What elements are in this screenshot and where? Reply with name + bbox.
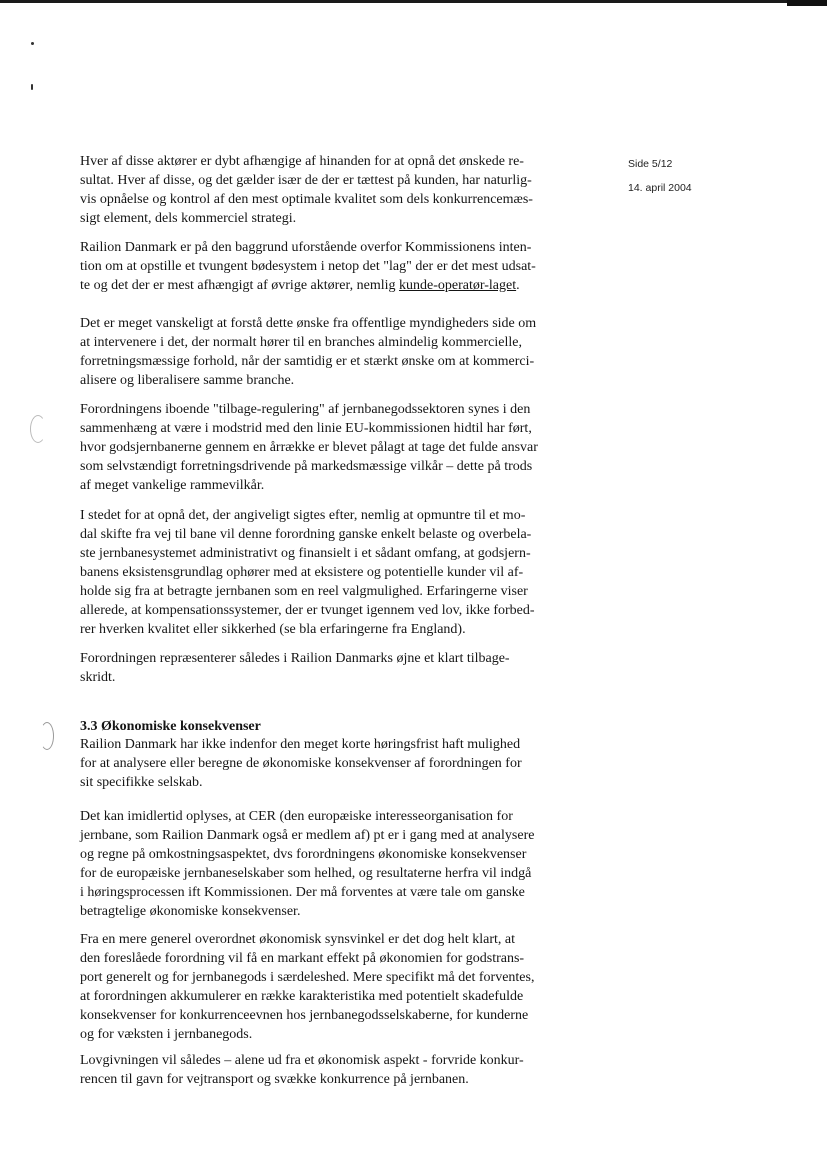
paragraph: Forordningens iboende "tilbage-regulering" af jernbanegodssektoren synes i den sammenhæng at være i modstrid med den linie EU-kommissionen hidtil har ført, hvor godsjernbanerne gennem en årrække er blevet pålagt at tage det fulde ansvar som selvstændigt forretningsdrivende på markedsmæssige vilkår – dette på trods af meget vankelige rammevilkår. (80, 402, 538, 493)
paragraph: Det kan imidlertid oplyses, at CER (den europæiske interesseorganisation for jernbane, som Railion Danmark også er medlem af) pt er i gang med at analysere og regne på omkostningsaspektet, dvs forordningens økonomiske konsekvenser for de europæiske jernbaneselskaber som helhed, og resultaterne herfra vil indgå i høringsprocessen ift Kommissionen. Der må forventes at være tale om ganske betragtelige økonomiske konsekvenser. (80, 809, 535, 919)
paragraph: Det er meget vanskeligt at forstå dette ønske fra offentlige myndigheders side om at intervenere i det, der normalt hører til en branches almindelig kommercielle, forretningsmæssige forhold, når der samtidig er et stærkt ønske om at kommerci- alisere og liberalisere samme branche. (80, 316, 537, 388)
paragraph (80, 238, 536, 295)
top-border (0, 0, 827, 3)
paragraph: Fra en mere generel overordnet økonomisk synsvinkel er det dog helt klart, at den foreslåede forordning vil få en markant effekt på økonomien for godstrans- port generelt og for jernbanegods i særdeleshed. Mere specifikt må det forventes, at forordningen akkumulerer en række karakteristika med potentielt skadefulde konsekvenser for konkurrenceevnen hos jernbanegodsselskaberne, for kunderne og for væksten i jernbanegods. (80, 932, 535, 1042)
paragraph: Lovgivningen vil således – alene ud fra et økonomisk aspekt - forvride konkur- rencen til gavn for vejtransport og svække konkurrence på jernbanen. (80, 1053, 524, 1087)
punch-hole-mark (40, 722, 54, 750)
paragraph-end: . (516, 278, 520, 293)
paragraph: Forordningen repræsenterer således i Railion Danmarks øjne et klart tilbage- skridt. (80, 651, 510, 685)
scan-mark (31, 42, 34, 45)
paragraph: Railion Danmark har ikke indenfor den meget korte høringsfrist haft mulighed for at analysere eller beregne de økonomiske konsekvenser af forordningen for sit specifikke selskab. (80, 737, 522, 790)
section-heading: 3.3 Økonomiske konsekvenser (80, 719, 261, 734)
underlined-term: kunde-operatør-laget (399, 278, 517, 293)
scan-mark (31, 84, 33, 90)
page-meta (628, 158, 692, 206)
paragraph: I stedet for at opnå det, der angiveligt sigtes efter, nemlig at opmuntre til et mo- dal skifte fra vej til bane vil denne forordning ganske enkelt belaste og overbela- ste jernbanesystemet administrativt og finansielt i et sådant omfang, at godsjern- banens eksistensgrundlag ophører med at eksistere og potentielle kunder vil af- holde sig fra at betragte jernbanen som en reel valgmulighed. Erfaringerne viser allerede, at kompensationssystemer, der er tvunget igennem ved lov, ikke forbed- rer hverken kvalitet eller sikkerhed (se bla erfaringerne fra England). (80, 508, 535, 637)
paragraph: Hver af disse aktører er dybt afhængige af hinanden for at opnå det ønskede re- sultat. Hver af disse, og det gælder især de der er tættest på kunden, har naturlig- vis opnåelse og kontrol af den mest optimale kvalitet som dels konkurrencemæs- sigt element, dels kommerciel strategi. (80, 154, 533, 226)
punch-hole-mark (30, 415, 46, 443)
page-number: Side 5/12 (628, 158, 673, 170)
document-date: 14. april 2004 (628, 182, 692, 194)
paragraph-text: Railion Danmark er på den baggrund uforstående overfor Kommissionens inten- tion om at opstille et tvungent bødesystem i netop det "lag" der er det mest udsat- te og det der er mest afhængigt af øvrige aktører, nemlig (80, 240, 536, 293)
